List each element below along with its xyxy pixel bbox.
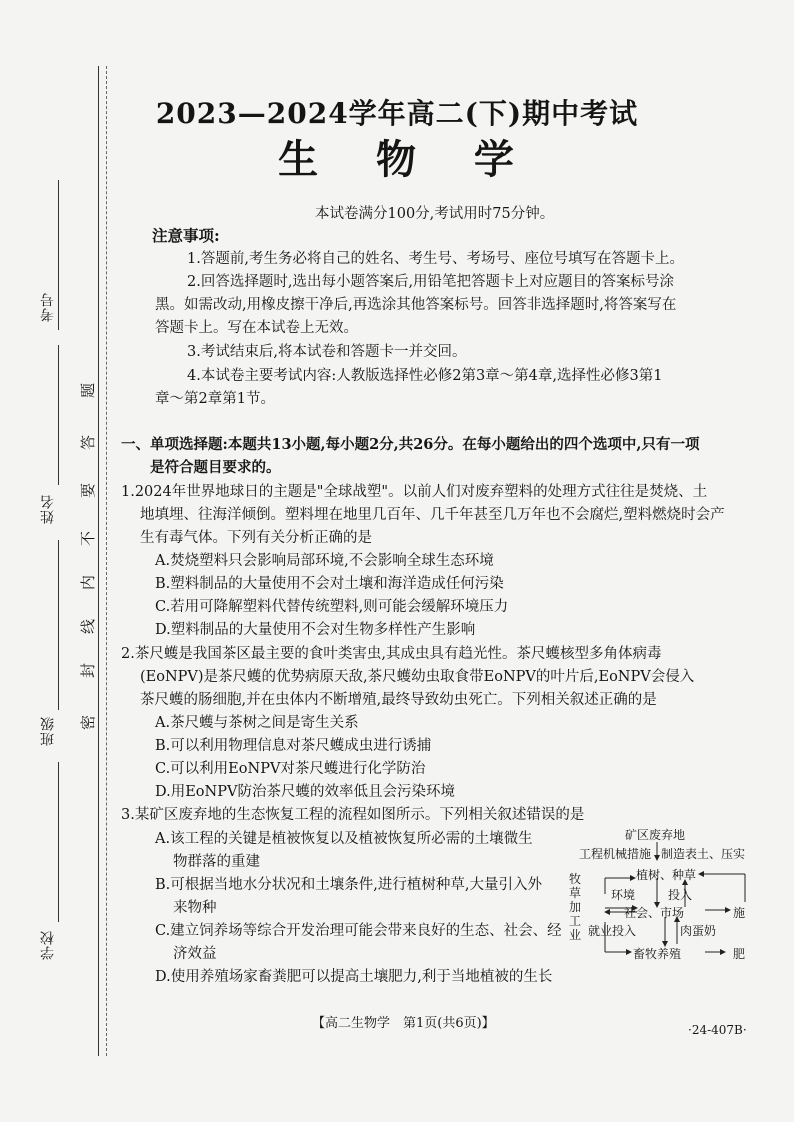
subject-title: 生 物 学 xyxy=(278,136,536,183)
diagram-label-environment: 环境 xyxy=(611,888,636,902)
q2-stem: 茶尺蠖的肠细胞,并在虫体内不断增殖,最终导致幼虫死亡。下列相关叙述正确的是 xyxy=(140,692,657,708)
page-footer: 【高二生物学 第1页(共6页)】 xyxy=(312,1016,495,1031)
diagram-node-society: 社会、市场 xyxy=(624,906,685,920)
seal-char-7: 答 xyxy=(79,434,98,451)
section-heading-cont: 是符合题目要求的。 xyxy=(150,459,281,476)
notes-line: 2.回答选择题时,选出每小题答案后,用铅笔把答题卡上对应题目的答案标号涂 xyxy=(187,274,675,290)
diagram-label-topsoil: 制造表土、压实 xyxy=(661,847,746,861)
diagram-node-livestock: 畜牧养殖 xyxy=(633,947,682,961)
name-label: 姓名 xyxy=(40,494,56,524)
notes-line: 黑。如需改动,用橡皮擦干净后,再选涂其他答案标号。回答非选择题时,将答案写在 xyxy=(155,297,677,313)
class-underline xyxy=(58,540,59,710)
q1-stem: 地填埋、往海洋倾倒。塑料埋在地里几百年、几千年甚至几万年也不会腐烂,塑料燃烧时会产 xyxy=(140,507,725,523)
q3-option-a-cont: 物群落的重建 xyxy=(173,854,260,870)
q2-option-a: A.茶尺蠖与茶树之间是寄生关系 xyxy=(155,715,359,731)
diagram-label-apply: 施 xyxy=(733,906,746,920)
q3-option-c-cont: 济效益 xyxy=(173,946,217,962)
q1-option-a: A.焚烧塑料只会影响局部环境,不会影响全球生态环境 xyxy=(155,553,494,569)
q2-stem: (EoNPV)是茶尺蠖的优势病原天敌,茶尺蠖幼虫取食带EoNPV的叶片后,EoNPV会侵入 xyxy=(140,669,695,685)
diagram-label-employment: 就业投入 xyxy=(588,924,637,938)
exam-title: 2023—2024学年高二(下)期中考试 xyxy=(155,97,639,130)
notes-line: 4.本试卷主要考试内容:人教版选择性必修2第3章～第4章,选择性必修3第1 xyxy=(187,368,663,384)
school-label: 学校 xyxy=(40,930,56,960)
seal-char-1: 密 xyxy=(79,714,98,731)
full-marks-note: 本试卷满分100分,考试用时75分钟。 xyxy=(315,206,555,222)
q1-option-b: B.塑料制品的大量使用不会对土壤和海洋造成任何污染 xyxy=(155,576,504,592)
q2-option-d: D.用EoNPV防治茶尺蠖的效率低且会污染环境 xyxy=(155,784,455,800)
q1-option-c: C.若用可降解塑料代替传统塑料,则可能会缓解环境压力 xyxy=(155,599,509,615)
q3-option-d: D.使用养殖场家畜粪肥可以提高土壤肥力,利于当地植被的生长 xyxy=(155,969,553,985)
section-heading: 一、单项选择题:本题共13小题,每小题2分,共26分。在每小题给出的四个选项中,只有一项 xyxy=(121,436,700,453)
q2-option-b: B.可以利用物理信息对茶尺蠖成虫进行诱捕 xyxy=(155,738,432,754)
diagram-node-mine: 矿区废弃地 xyxy=(625,828,686,842)
seal-char-5: 不 xyxy=(79,530,98,547)
notes-line: 答题卡上。写在本试卷上无效。 xyxy=(155,320,358,336)
q1-stem: 生有毒气体。下列有关分析正确的是 xyxy=(140,530,372,546)
diagram-label-meat: 肉蛋奶 xyxy=(680,924,717,938)
class-label: 班级 xyxy=(40,716,56,746)
seal-char-6: 要 xyxy=(79,482,98,499)
q3-option-b-cont: 来物种 xyxy=(173,900,217,916)
diagram-node-forage-industry: 牧草加工业 xyxy=(569,872,582,942)
q1-option-d: D.塑料制品的大量使用不会对生物多样性产生影响 xyxy=(155,622,476,638)
seal-char-8: 题 xyxy=(79,382,98,399)
q1-stem: 1.2024年世界地球日的主题是"全球战塑"。以前人们对废弃塑料的处理方式往往是焚烧、土 xyxy=(121,484,708,500)
q3-option-c: C.建立饲养场等综合开发治理可能会带来良好的生态、社会、经 xyxy=(155,923,562,939)
exam-no-label: 考号 xyxy=(40,292,56,322)
notes-heading: 注意事项: xyxy=(152,226,220,245)
school-underline xyxy=(58,762,59,922)
binding-line-inner xyxy=(106,66,107,1056)
notes-line: 1.答题前,考生务必将自己的姓名、考生号、考场号、座位号填写在答题卡上。 xyxy=(187,251,684,267)
q3-option-b: B.可根据当地水分状况和土壤条件,进行植树种草,大量引入外 xyxy=(155,877,542,893)
notes-line: 章～第2章第1节。 xyxy=(155,391,275,407)
diagram-label-input: 投入 xyxy=(668,888,693,902)
diagram-node-plants: 植树、种草 xyxy=(636,868,697,882)
seal-char-3: 线 xyxy=(79,618,98,635)
notes-line: 3.考试结束后,将本试卷和答题卡一并交回。 xyxy=(187,344,467,360)
paper-code: ·24-407B· xyxy=(688,1023,747,1037)
q3-option-a: A.该工程的关键是植被恢复以及植被恢复所必需的土壤微生 xyxy=(155,831,533,847)
seal-char-2: 封 xyxy=(79,662,98,679)
binding-line-outer xyxy=(98,66,99,1056)
q2-stem: 2.茶尺蠖是我国茶区最主要的食叶类害虫,其成虫具有趋光性。茶尺蠖核型多角体病毒 xyxy=(121,646,662,662)
seal-char-4: 内 xyxy=(79,574,98,591)
name-underline xyxy=(58,345,59,485)
q2-option-c: C.可以利用EoNPV对茶尺蠖进行化学防治 xyxy=(155,761,426,777)
exam-no-underline xyxy=(58,180,59,330)
q3-stem: 3.某矿区废弃地的生态恢复工程的流程如图所示。下列相关叙述错误的是 xyxy=(121,807,585,823)
diagram-label-engineering: 工程机械措施 xyxy=(579,847,652,861)
diagram-node-fertilizer: 肥 xyxy=(733,947,746,961)
